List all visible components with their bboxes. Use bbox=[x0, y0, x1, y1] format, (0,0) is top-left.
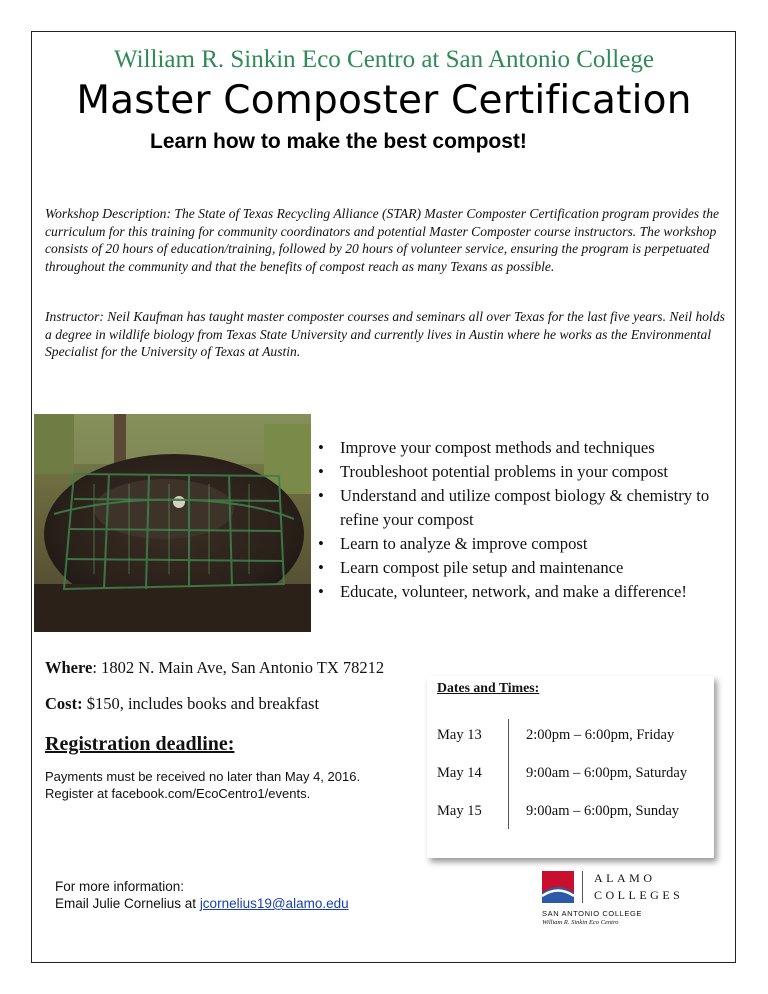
alamo-colleges-logo bbox=[540, 868, 710, 930]
cost-value: $150, includes books and breakfast bbox=[82, 694, 320, 713]
workshop-description: Workshop Description: The State of Texas Recycling Alliance (STAR) Master Composter Certification program provides the curriculum for this training for community coordinators and potential Master Composter course instructors. The workshop consists of 20 hours of education/training, followed by 20 hours of volunteer service, ensuring the program is perpetuated throughout the community and that the benefits of compost reach as many Texans as possible. bbox=[45, 206, 720, 274]
schedule-time: 9:00am – 6:00pm, Sunday bbox=[526, 803, 680, 819]
list-item: • Educate, volunteer, network, and make a difference! bbox=[318, 580, 728, 604]
benefits-list bbox=[318, 436, 728, 604]
logo-word-colleges: COLLEGES bbox=[594, 888, 684, 902]
registration-heading: Registration deadline: bbox=[45, 733, 235, 755]
logo-word-alamo: ALAMO bbox=[594, 871, 656, 885]
contact-info bbox=[55, 878, 349, 912]
where-value: : 1802 N. Main Ave, San Antonio TX 78212 bbox=[92, 658, 385, 677]
register-link-text: Register at facebook.com/EcoCentro1/events. bbox=[45, 786, 311, 801]
instructor-description: Instructor: Neil Kaufman has taught master composter courses and seminars all over Texas for the last five years. Neil holds a degree in wildlife biology from Texas State University and currently lives in Austin where he works as the Environmental Specialist for the University of Texas at Austin. bbox=[45, 309, 725, 359]
cost-line bbox=[45, 694, 319, 714]
list-item: • Improve your compost methods and techniques bbox=[318, 436, 728, 460]
logo-mark-icon bbox=[542, 871, 574, 903]
logo-center-name: William R. Sinkin Eco Centro bbox=[542, 919, 619, 926]
logo-college-name: SAN ANTONIO COLLEGE bbox=[542, 909, 643, 918]
schedule-date: May 13 bbox=[437, 727, 482, 743]
list-item: • Troubleshoot potential problems in your compost bbox=[318, 460, 728, 484]
location-line bbox=[45, 658, 384, 678]
email-link[interactable]: jcornelius19@alamo.edu bbox=[199, 896, 349, 911]
schedule-date: May 14 bbox=[437, 765, 482, 781]
compost-pile-photo bbox=[34, 414, 311, 632]
page-subtitle: Learn how to make the best compost! bbox=[150, 130, 527, 153]
dates-title: Dates and Times: bbox=[437, 680, 540, 695]
list-item: • Understand and utilize compost biology & chemistry to refine your compost bbox=[318, 484, 728, 532]
list-item: • Learn to analyze & improve compost bbox=[318, 532, 728, 556]
schedule-date: May 15 bbox=[437, 803, 482, 819]
contact-email-prefix: Email Julie Cornelius at bbox=[55, 896, 200, 911]
dates-box bbox=[427, 676, 714, 858]
payment-info bbox=[45, 768, 360, 802]
cost-label: Cost: bbox=[45, 694, 83, 713]
contact-email-line bbox=[55, 895, 349, 912]
list-item: • Learn compost pile setup and maintenance bbox=[318, 556, 728, 580]
compost-image bbox=[34, 414, 311, 632]
where-label: Where bbox=[45, 658, 93, 677]
organization-heading: William R. Sinkin Eco Centro at San Antonio College bbox=[114, 46, 654, 73]
payment-deadline: Payments must be received no later than May 4, 2016. bbox=[45, 769, 361, 784]
logo-divider bbox=[582, 871, 583, 903]
divider bbox=[508, 719, 509, 829]
page-title: Master Composter Certification bbox=[76, 78, 692, 123]
schedule-time: 2:00pm – 6:00pm, Friday bbox=[526, 727, 675, 743]
contact-heading: For more information: bbox=[55, 879, 185, 894]
schedule-time: 9:00am – 6:00pm, Saturday bbox=[526, 765, 688, 781]
